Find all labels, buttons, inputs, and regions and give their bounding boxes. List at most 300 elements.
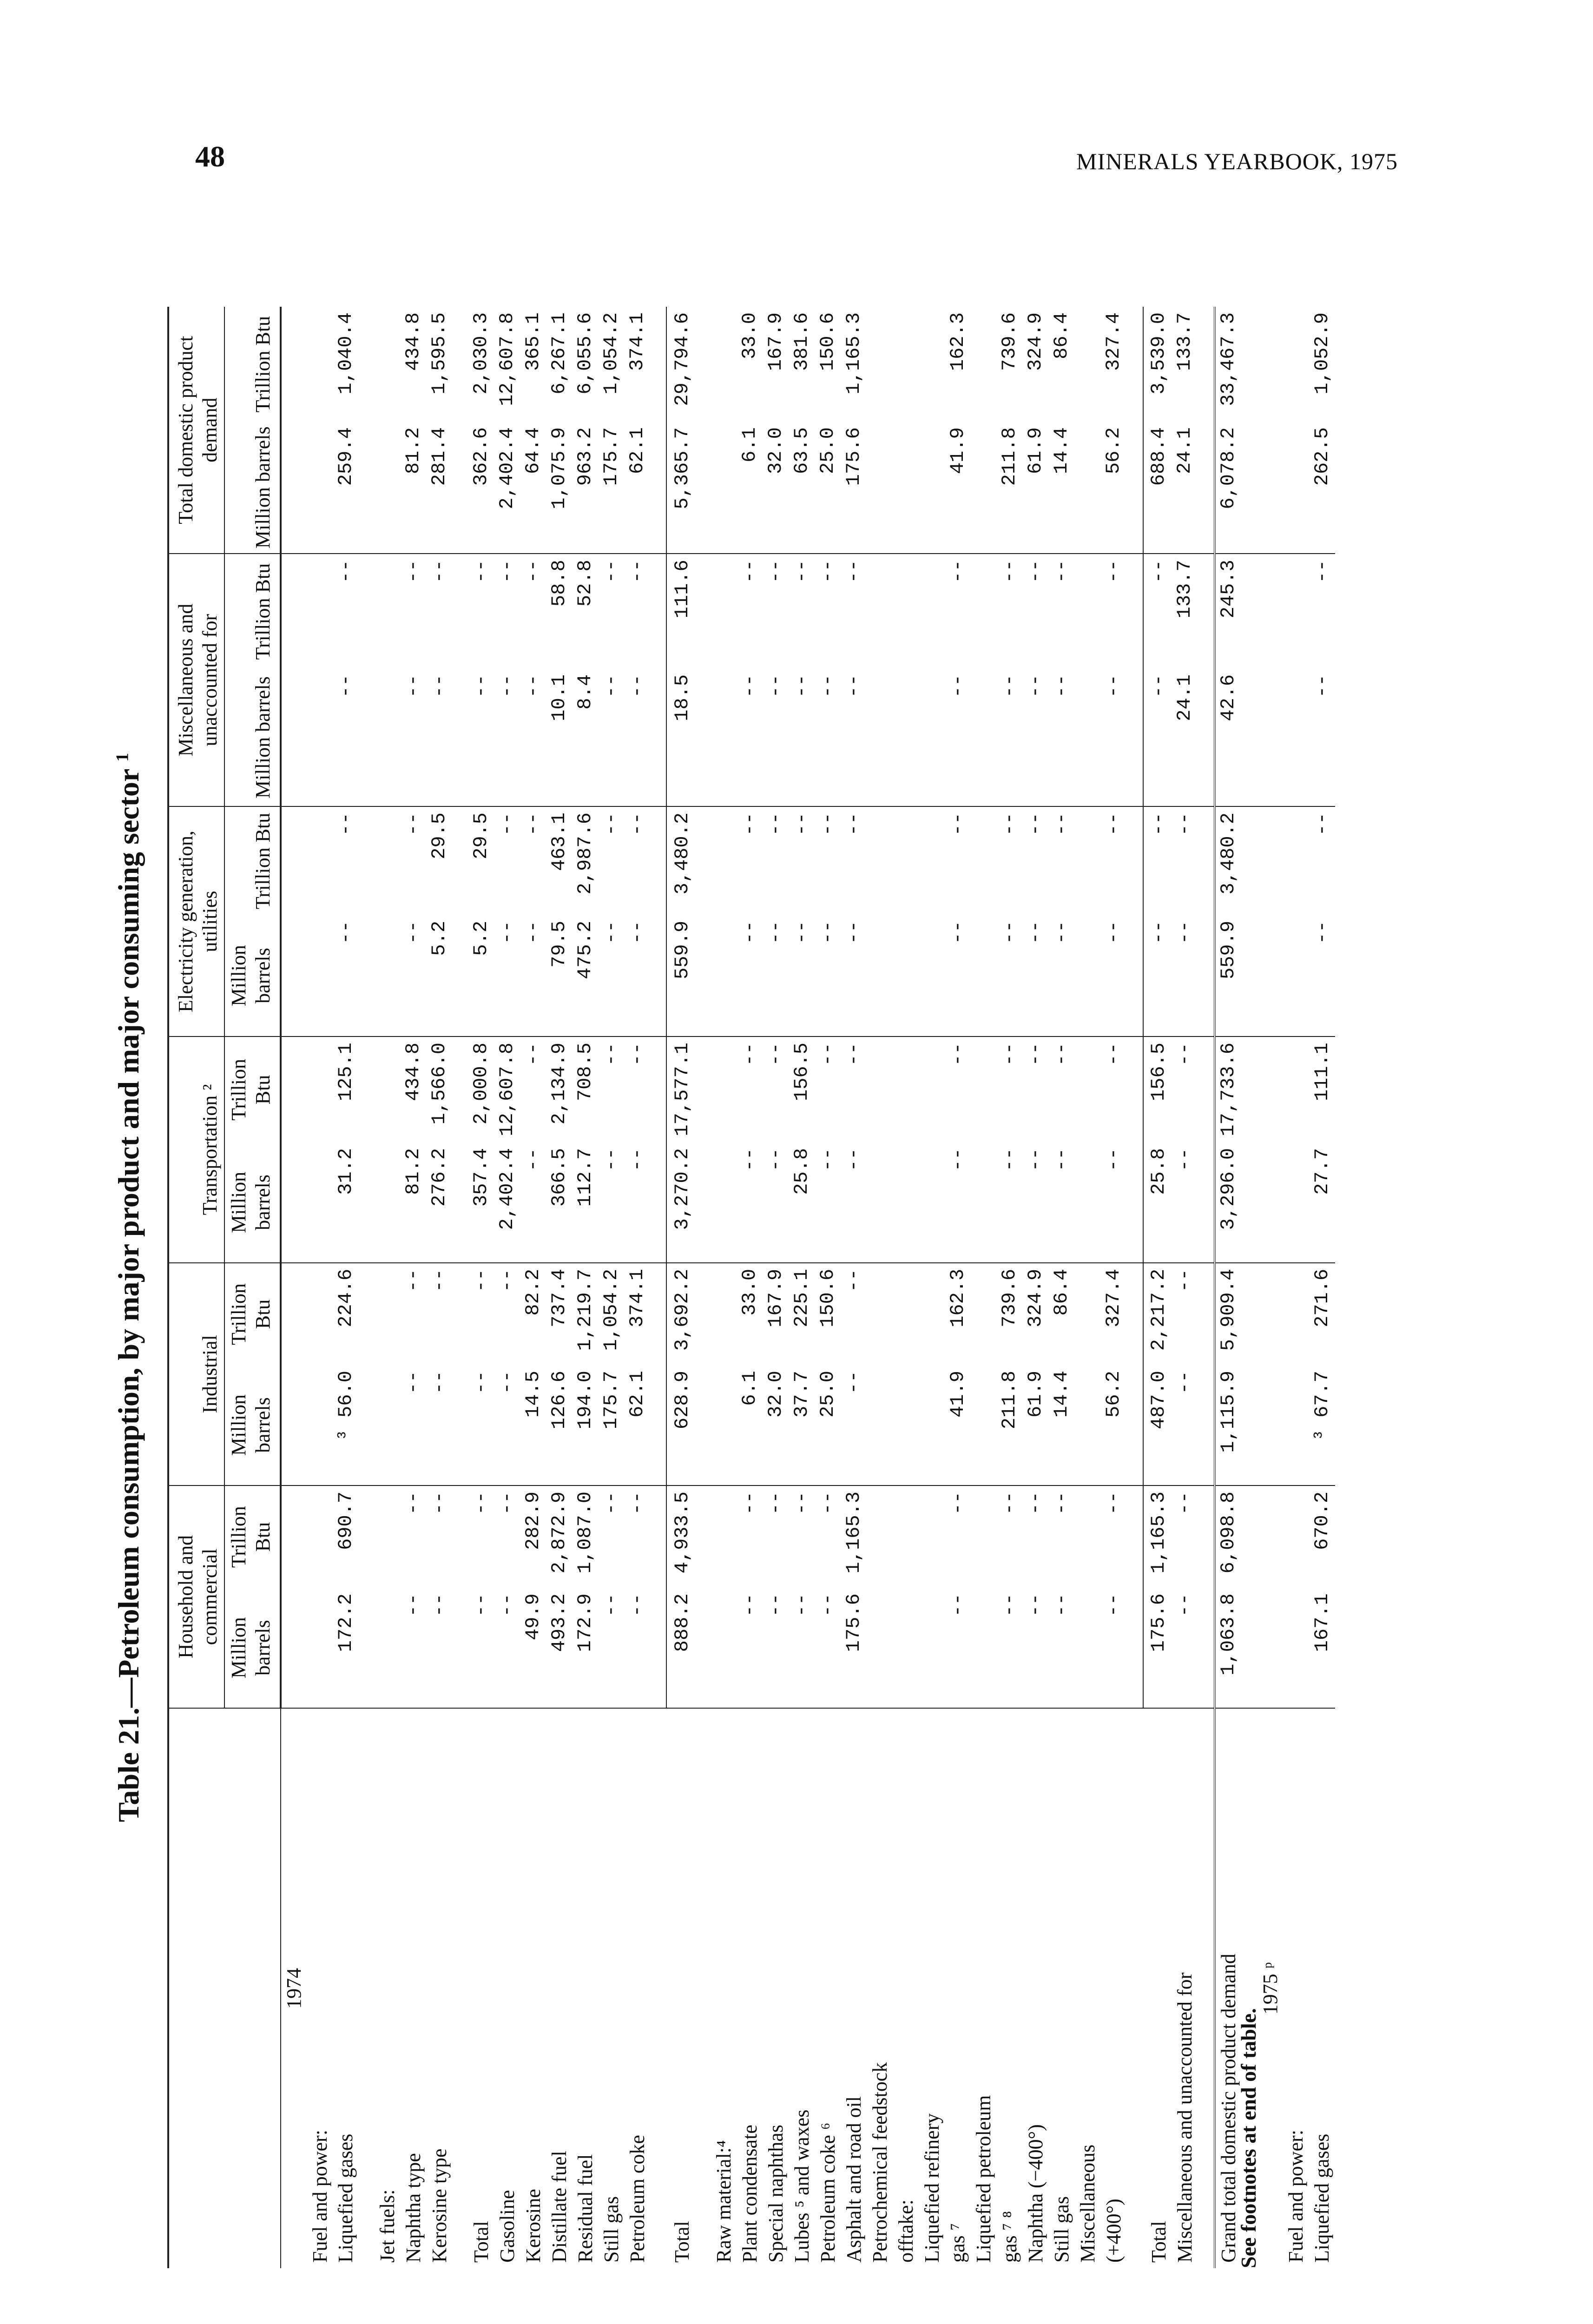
table-cell: -- xyxy=(998,1491,1021,1515)
table-cell: 1,115.9 xyxy=(1215,1365,1242,1486)
table-cell: -- xyxy=(522,812,545,836)
row-label: offtake: xyxy=(893,1708,919,2268)
table-cell: 172.2 xyxy=(334,1593,357,1652)
table-row xyxy=(468,307,494,2268)
table-cell: -- xyxy=(1173,1593,1196,1617)
table-cell xyxy=(359,806,375,915)
table-cell: -- xyxy=(1023,915,1049,1037)
table-cell xyxy=(1283,1263,1309,1365)
table-cell: 6,098.8 xyxy=(1215,1486,1242,1588)
table-row xyxy=(599,307,625,2268)
table-cell xyxy=(281,554,307,669)
table-cell: -- xyxy=(816,560,839,583)
table-cell: -- xyxy=(737,669,763,806)
table-cell: 167.9 xyxy=(764,312,787,371)
table-cell: 62.1 xyxy=(625,1365,651,1486)
table-cell xyxy=(711,669,737,806)
table-cell: -- xyxy=(946,812,969,836)
table-cell: 24.1 xyxy=(1172,422,1198,554)
row-label: Petrochemical feedstock xyxy=(867,1708,893,2268)
table-cell: 2,872.9 xyxy=(547,1491,570,1574)
table-cell xyxy=(650,669,666,806)
table-cell xyxy=(1198,1365,1215,1486)
table-cell xyxy=(359,669,375,806)
table-cell xyxy=(1257,307,1284,422)
table-cell: 3,480.2 xyxy=(1215,806,1242,915)
table-row xyxy=(763,307,789,2268)
table-cell xyxy=(695,806,711,915)
table-row xyxy=(1023,307,1049,2268)
table-cell xyxy=(1283,554,1309,669)
table-cell xyxy=(971,1142,997,1263)
row-label: Total xyxy=(1143,1708,1172,2268)
table-cell xyxy=(867,307,893,422)
table-row xyxy=(1101,307,1127,2268)
table-cell: 559.9 xyxy=(1215,915,1242,1037)
table-cell xyxy=(1075,669,1101,806)
table-cell: 61.9 xyxy=(1023,1365,1049,1486)
table-cell: -- xyxy=(625,1491,648,1515)
table-cell xyxy=(1283,1486,1309,1588)
table-row xyxy=(625,307,651,2268)
table-cell xyxy=(1242,1142,1257,1263)
table-cell: 29.5 xyxy=(428,812,451,859)
row-label xyxy=(1127,1708,1143,2268)
table-cell xyxy=(1127,1263,1143,1365)
table-cell: -- xyxy=(1024,1491,1047,1515)
table-cell: 14.4 xyxy=(1049,1365,1075,1486)
table-cell: -- xyxy=(998,1593,1021,1617)
table-cell: 1,052.9 xyxy=(1310,312,1333,395)
table-cell xyxy=(711,1037,737,1142)
table-cell xyxy=(453,806,468,915)
table-cell xyxy=(307,1142,333,1263)
table-cell: -- xyxy=(1173,1491,1196,1515)
table-cell: -- xyxy=(625,560,648,583)
see-footnotes-note: See footnotes at end of table. xyxy=(1237,2008,1260,2268)
table-cell: -- xyxy=(625,669,651,806)
row-label: 1974 xyxy=(281,1708,307,2268)
table-cell xyxy=(867,1486,893,1588)
table-cell: 739.6 xyxy=(998,1268,1021,1327)
table-row xyxy=(1049,307,1075,2268)
unit-header: Million barrels xyxy=(224,1142,281,1263)
row-label: Distillate fuel xyxy=(546,1708,573,2268)
table-cell: -- xyxy=(1101,669,1127,806)
table-cell: 111.6 xyxy=(666,554,695,669)
table-cell xyxy=(867,915,893,1037)
table-cell: -- xyxy=(1049,915,1075,1037)
table-cell xyxy=(359,307,375,422)
table-cell xyxy=(695,669,711,806)
table-cell: -- xyxy=(599,1142,625,1263)
table-cell: 2,134.9 xyxy=(547,1043,570,1125)
table-cell: -- xyxy=(1102,812,1125,836)
table-cell: -- xyxy=(998,560,1021,583)
table-cell: -- xyxy=(1024,560,1047,583)
table-cell xyxy=(307,1263,333,1365)
row-label: Petroleum coke xyxy=(625,1708,651,2268)
table-cell: ³ 56.0 xyxy=(333,1365,359,1486)
table-cell: -- xyxy=(841,1142,867,1263)
row-label: Jet fuels: xyxy=(375,1708,401,2268)
row-label: Petroleum coke ⁶ xyxy=(815,1708,841,2268)
table-cell: -- xyxy=(1023,669,1049,806)
table-cell: -- xyxy=(789,669,815,806)
table-cell: -- xyxy=(428,560,451,583)
petroleum-consumption-table xyxy=(167,307,1335,2268)
table-row xyxy=(997,307,1023,2268)
table-cell: -- xyxy=(764,812,787,836)
table-cell xyxy=(307,915,333,1037)
table-cell: -- xyxy=(789,915,815,1037)
row-label: (+400°) xyxy=(1101,1708,1127,2268)
table-cell: 3,480.2 xyxy=(666,806,695,915)
table-cell: -- xyxy=(1050,1043,1073,1066)
table-cell xyxy=(650,1037,666,1142)
row-label: Plant condensate xyxy=(737,1708,763,2268)
table-cell xyxy=(1257,1365,1284,1486)
table-cell: 559.9 xyxy=(666,915,695,1037)
table-cell xyxy=(867,1142,893,1263)
table-cell: -- xyxy=(945,915,971,1037)
table-cell: 8.4 xyxy=(573,669,599,806)
table-cell: 81.2 xyxy=(401,422,427,554)
table-cell: 475.2 xyxy=(573,915,599,1037)
table-cell: -- xyxy=(843,1268,865,1293)
table-cell: 126.6 xyxy=(546,1365,573,1486)
table-cell: 156.5 xyxy=(790,1043,813,1102)
table-cell: -- xyxy=(1050,560,1073,583)
table-cell xyxy=(695,554,711,669)
table-cell xyxy=(711,1263,737,1365)
table-row xyxy=(333,307,359,2268)
table-cell xyxy=(1198,422,1215,554)
page-number: 48 xyxy=(195,140,225,173)
table-cell xyxy=(1198,554,1215,669)
table-cell xyxy=(867,669,893,806)
table-cell xyxy=(971,422,997,554)
row-label xyxy=(650,1708,666,2268)
table-cell: 327.4 xyxy=(1102,312,1125,371)
table-cell: -- xyxy=(599,560,622,583)
table-cell xyxy=(375,554,401,669)
table-cell: 27.7 xyxy=(1309,1142,1335,1263)
table-cell: 175.7 xyxy=(599,1365,625,1486)
table-cell xyxy=(307,806,333,915)
table-cell: 245.3 xyxy=(1215,554,1242,669)
table-cell: -- xyxy=(1310,560,1333,583)
table-cell xyxy=(919,554,945,669)
table-cell: 690.7 xyxy=(334,1491,357,1550)
table-cell: -- xyxy=(333,915,359,1037)
table-cell: -- xyxy=(946,1491,969,1515)
table-cell xyxy=(695,1142,711,1263)
table-cell: -- xyxy=(1172,1142,1198,1263)
table-cell xyxy=(1283,307,1309,422)
table-cell: -- xyxy=(1049,669,1075,806)
table-cell: -- xyxy=(1024,1043,1047,1066)
table-cell xyxy=(375,1486,401,1588)
table-cell: -- xyxy=(1024,812,1047,836)
table-cell: 41.9 xyxy=(945,422,971,554)
table-cell xyxy=(1075,1263,1101,1365)
unit-header: Trillion Btu xyxy=(224,307,281,422)
table-cell xyxy=(281,1263,307,1365)
table-cell xyxy=(867,1588,893,1708)
table-cell: -- xyxy=(1024,1593,1047,1617)
table-cell: 32.0 xyxy=(763,1365,789,1486)
table-cell xyxy=(1257,1588,1284,1708)
table-cell xyxy=(1075,1486,1101,1588)
table-row xyxy=(1242,307,1257,2268)
table-cell: -- xyxy=(468,669,494,806)
table-title-footnote: 1 xyxy=(112,753,132,762)
table-cell: 3,692.2 xyxy=(666,1263,695,1365)
table-cell: 374.1 xyxy=(625,312,648,371)
table-cell: -- xyxy=(427,669,453,806)
table-cell: -- xyxy=(1102,1043,1125,1066)
table-cell: -- xyxy=(764,1593,787,1617)
table-cell: 17,733.6 xyxy=(1215,1037,1242,1142)
table-cell: 3,296.0 xyxy=(1215,1142,1242,1263)
table-cell xyxy=(919,1365,945,1486)
table-cell: -- xyxy=(333,669,359,806)
table-cell: 281.4 xyxy=(427,422,453,554)
table-cell: 276.2 xyxy=(427,1142,453,1263)
table-cell: 362.6 xyxy=(468,422,494,554)
table-cell xyxy=(1127,1365,1143,1486)
table-cell: 6.1 xyxy=(737,1365,763,1486)
table-cell: -- xyxy=(496,1491,519,1515)
table-cell: -- xyxy=(946,1043,969,1066)
table-cell: -- xyxy=(625,1142,651,1263)
unit-header: Million barrels xyxy=(224,1365,281,1486)
table-cell xyxy=(1242,554,1257,669)
table-cell: -- xyxy=(763,1142,789,1263)
table-cell xyxy=(1242,915,1257,1037)
table-cell xyxy=(919,806,945,915)
table-cell xyxy=(453,554,468,669)
table-cell xyxy=(971,1588,997,1708)
table-cell xyxy=(1242,1486,1257,1588)
row-label: Still gas xyxy=(599,1708,625,2268)
table-cell xyxy=(1198,1142,1215,1263)
table-cell: 10.1 xyxy=(546,669,573,806)
table-cell: 86.4 xyxy=(1050,312,1073,359)
table-cell xyxy=(1283,915,1309,1037)
table-cell xyxy=(1127,915,1143,1037)
table-cell xyxy=(1198,1263,1215,1365)
table-cell xyxy=(1242,422,1257,554)
table-cell xyxy=(893,915,919,1037)
table-cell xyxy=(695,1588,711,1708)
table-cell xyxy=(1075,1037,1101,1142)
table-cell: -- xyxy=(625,812,648,836)
table-cell xyxy=(1242,806,1257,915)
table-cell: 5.2 xyxy=(427,915,453,1037)
table-cell: 1,595.5 xyxy=(428,312,451,395)
table-cell xyxy=(1127,1588,1143,1708)
table-row xyxy=(666,307,695,2268)
table-cell: -- xyxy=(841,1365,867,1486)
table-cell: 271.6 xyxy=(1310,1268,1333,1327)
table-cell xyxy=(1127,1486,1143,1588)
table-cell: -- xyxy=(427,1365,453,1486)
row-label: Liquefied gases xyxy=(333,1708,359,2268)
table-cell xyxy=(359,1486,375,1588)
table-cell: 2,000.8 xyxy=(470,1043,493,1125)
table-cell: 2,402.4 xyxy=(494,422,520,554)
table-cell: -- xyxy=(522,560,545,583)
table-cell: 12,607.8 xyxy=(496,1043,519,1136)
table-cell: -- xyxy=(401,669,427,806)
table-cell xyxy=(453,422,468,554)
table-cell: -- xyxy=(1050,812,1073,836)
table-cell: 366.5 xyxy=(546,1142,573,1263)
table-cell: -- xyxy=(599,812,622,836)
column-group-header: Household and commercial xyxy=(168,1486,224,1708)
table-cell: -- xyxy=(470,560,493,583)
table-cell: 708.5 xyxy=(573,1043,596,1102)
table-cell xyxy=(281,1142,307,1263)
unit-header: Trillion Btu xyxy=(224,1486,281,1588)
table-cell: 25.0 xyxy=(815,1365,841,1486)
table-cell: 434.8 xyxy=(402,312,425,371)
table-cell xyxy=(375,669,401,806)
table-cell: 487.0 xyxy=(1143,1365,1172,1486)
table-cell xyxy=(867,554,893,669)
table-cell: -- xyxy=(790,1593,813,1617)
table-cell: 1,054.2 xyxy=(599,1268,622,1351)
table-cell xyxy=(307,1365,333,1486)
table-cell xyxy=(375,1142,401,1263)
table-cell xyxy=(971,1365,997,1486)
table-cell xyxy=(453,1263,468,1365)
table-cell xyxy=(919,307,945,422)
table-cell xyxy=(375,1037,401,1142)
table-cell xyxy=(893,1037,919,1142)
table-cell xyxy=(971,806,997,915)
table-cell: 688.4 xyxy=(1143,422,1172,554)
table-cell: -- xyxy=(496,1268,519,1293)
table-cell: 963.2 xyxy=(573,422,599,554)
table-row xyxy=(427,307,453,2268)
table-cell: -- xyxy=(401,1365,427,1486)
table-cell xyxy=(359,1263,375,1365)
unit-header: Million barrels xyxy=(224,1588,281,1708)
table-cell: -- xyxy=(998,1043,1021,1066)
table-cell: 1,054.2 xyxy=(599,312,622,395)
table-cell xyxy=(1127,422,1143,554)
table-cell: -- xyxy=(1023,1142,1049,1263)
table-cell: 25.8 xyxy=(789,1142,815,1263)
row-label: Asphalt and road oil xyxy=(841,1708,867,2268)
table-cell: 14.4 xyxy=(1049,422,1075,554)
table-cell: 41.9 xyxy=(945,1365,971,1486)
table-cell xyxy=(1257,1142,1284,1263)
table-cell: 133.7 xyxy=(1173,312,1196,371)
table-cell xyxy=(359,1142,375,1263)
table-cell xyxy=(919,915,945,1037)
table-cell: 172.9 xyxy=(573,1593,596,1652)
table-cell: 175.7 xyxy=(599,422,625,554)
table-row xyxy=(1143,307,1172,2268)
table-cell xyxy=(650,1365,666,1486)
table-cell: -- xyxy=(625,1043,648,1066)
table-cell xyxy=(650,422,666,554)
table-cell xyxy=(1242,669,1257,806)
table-cell: -- xyxy=(843,560,865,583)
table-cell: -- xyxy=(816,1593,839,1617)
row-label: Fuel and power: xyxy=(1283,1708,1309,2268)
row-label: Total xyxy=(666,1708,695,2268)
table-cell xyxy=(281,1037,307,1142)
table-cell xyxy=(375,1263,401,1365)
table-cell xyxy=(711,915,737,1037)
table-cell: 2,402.4 xyxy=(494,1142,520,1263)
table-cell: 365.1 xyxy=(522,312,545,371)
table-cell: 224.6 xyxy=(334,1268,357,1327)
table-cell: -- xyxy=(1172,1365,1198,1486)
table-cell xyxy=(375,1365,401,1486)
table-cell: 670.2 xyxy=(1310,1491,1333,1550)
table-cell: -- xyxy=(738,1491,761,1515)
table-cell: 17,577.1 xyxy=(666,1037,695,1142)
table-cell: -- xyxy=(946,560,969,583)
table-cell: 167.9 xyxy=(764,1268,787,1327)
table-cell: 2,217.2 xyxy=(1143,1263,1172,1365)
table-cell xyxy=(919,1486,945,1588)
table-cell xyxy=(893,422,919,554)
table-cell: -- xyxy=(494,669,520,806)
row-label: Liquefied refinery xyxy=(919,1708,945,2268)
table-cell: 150.6 xyxy=(816,312,839,371)
table-cell xyxy=(1257,1037,1284,1142)
table-cell xyxy=(1075,422,1101,554)
table-cell xyxy=(711,1486,737,1588)
row-label: Kerosine xyxy=(520,1708,546,2268)
table-cell xyxy=(971,669,997,806)
row-label: Naphtha (−400°) xyxy=(1023,1708,1049,2268)
table-cell: 434.8 xyxy=(402,1043,425,1102)
table-cell xyxy=(307,422,333,554)
row-label: 1975 ᵖ xyxy=(1257,1708,1284,2268)
table-cell xyxy=(453,1486,468,1588)
table-cell xyxy=(359,554,375,669)
table-cell xyxy=(919,1037,945,1142)
table-row xyxy=(1075,307,1101,2268)
table-cell xyxy=(919,1263,945,1365)
table-cell xyxy=(281,669,307,806)
column-group-header: Electricity generation, utilities xyxy=(168,806,224,1037)
table-cell: -- xyxy=(470,1491,493,1515)
table-cell: 737.4 xyxy=(547,1268,570,1327)
table-row xyxy=(841,307,867,2268)
table-cell: 324.9 xyxy=(1024,312,1047,371)
table-cell: -- xyxy=(402,1268,425,1293)
table-cell xyxy=(1257,1486,1284,1588)
table-cell: 1,087.0 xyxy=(573,1491,596,1574)
table-cell: 58.8 xyxy=(547,560,570,607)
table-cell xyxy=(711,422,737,554)
row-label: gas ⁷ ⁸ xyxy=(997,1708,1023,2268)
table-cell xyxy=(971,915,997,1037)
table-cell: -- xyxy=(625,1593,648,1617)
table-cell: -- xyxy=(816,1491,839,1515)
table-cell xyxy=(650,554,666,669)
table-cell: -- xyxy=(625,915,651,1037)
